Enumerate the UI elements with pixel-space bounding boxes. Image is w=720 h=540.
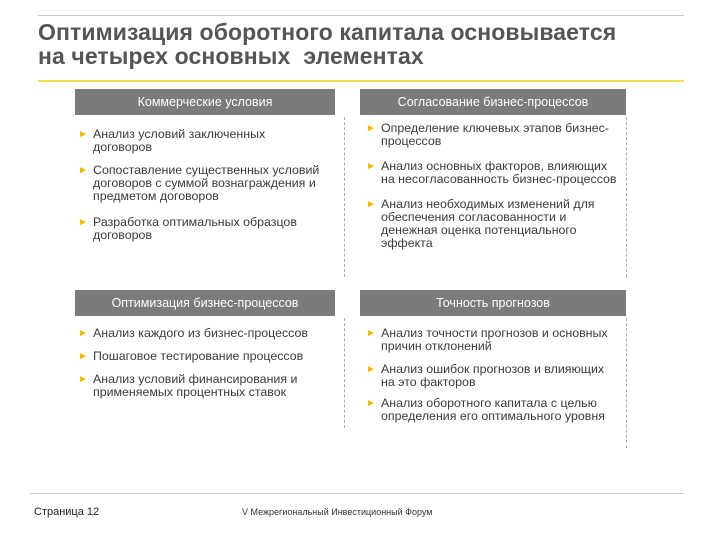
bullet-arrow-icon: ► [78, 129, 88, 140]
panel-forecast-list [366, 327, 618, 433]
list-item: ► Анализ ошибок прогнозов и влияющих на это факторов [366, 362, 605, 389]
page-title-line-1: Оптимизация оборотного капитала основывается [38, 19, 617, 45]
bullet-arrow-icon: ► [366, 398, 376, 409]
panel-optimization-title: Оптимизация бизнес-процессов [111, 296, 299, 310]
bullet-arrow-icon: ► [78, 374, 88, 385]
panel-commercial-title: Коммерческие условия [137, 95, 273, 109]
bullet-arrow-icon: ► [78, 165, 88, 176]
list-item: ► Анализ точности прогнозов и основных причин отклонений [366, 326, 608, 353]
list-item: ► Разработка оптимальных образцов договоров [78, 215, 297, 242]
bullet-arrow-icon: ► [78, 351, 88, 362]
page-title-line-2: на четырех основных элементах [38, 43, 424, 69]
top-divider [38, 15, 684, 16]
title-underline [38, 80, 684, 82]
list-item: ► Анализ оборотного капитала с целью определения его оптимального уровня [366, 396, 605, 423]
list-item: ► Анализ условий финансирования и применяемых процентных ставок [78, 372, 298, 399]
panel-optimization-header [75, 290, 335, 316]
list-item: ► Анализ условий заключенных договоров [78, 127, 266, 154]
list-item: ► Определение ключевых этапов бизнес-процессов [366, 121, 609, 148]
bullet-arrow-icon: ► [78, 328, 88, 339]
panel-alignment-header [360, 89, 626, 115]
panel-optimization-divider [344, 318, 345, 428]
bullet-arrow-icon: ► [366, 328, 376, 339]
list-item: ► Сопоставление существенных условий договоров с суммой вознаграждения и предметом договоров [78, 163, 320, 203]
list-item: ► Пошаговое тестирование процессов [78, 349, 304, 363]
footer-divider [30, 493, 684, 494]
bullet-arrow-icon: ► [366, 364, 376, 375]
panel-commercial-header [75, 89, 335, 115]
bullet-arrow-icon: ► [366, 161, 376, 172]
panel-alignment-list [366, 122, 618, 260]
bullet-arrow-icon: ► [366, 199, 376, 210]
panel-commercial-list [78, 128, 326, 252]
list-item: ► Анализ каждого из бизнес-процессов [78, 326, 308, 340]
panel-forecast-divider [626, 318, 627, 448]
panel-alignment-title: Согласование бизнес-процессов [397, 95, 589, 109]
panel-commercial-divider [344, 117, 345, 277]
bullet-arrow-icon: ► [78, 217, 88, 228]
panel-forecast-title: Точность прогнозов [436, 296, 550, 310]
page-number: Страница 12 [34, 506, 100, 518]
panel-forecast-header [360, 290, 626, 316]
bullet-arrow-icon: ► [366, 123, 376, 134]
page-title [38, 20, 698, 68]
panel-alignment-divider [626, 117, 627, 277]
panel-optimization-list [78, 327, 340, 409]
list-item: ► Анализ необходимых изменений для обеспечения согласованности и денежная оценка потенциального эффекта [366, 197, 595, 250]
list-item: ► Анализ основных факторов, влияющих на несогласованность бизнес-процессов [366, 159, 617, 186]
footer-forum-name: V Межрегиональный Инвестиционный Форум [242, 507, 433, 517]
